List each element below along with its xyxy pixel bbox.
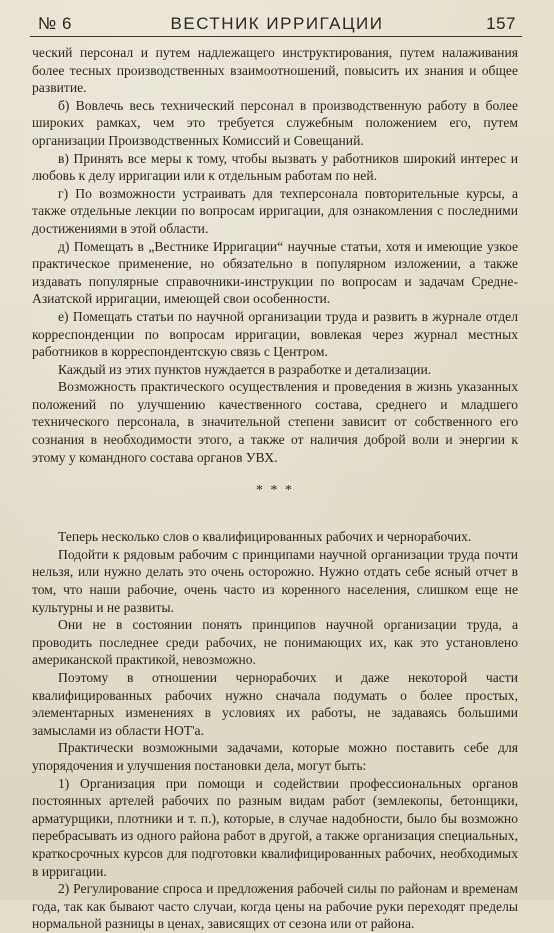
paragraph: 1) Организация при помощи и содействии профессиональных органов постоянных артелей рабочих по разным видам работ (землекопы, бетонщики, арматурщики, плотники и т. п.), которые, в случае надобности, было бы возможно перебрасывать из одного района работ в другой, а также организация специальных, краткосрочных курсов для подготовки квалифицированных рабочих, необходимых в ирригации. — [32, 775, 518, 879]
header-rule — [30, 36, 522, 37]
paragraph: Практически возможными задачами, которые можно поставить себе для упорядочения и улучшения постановки дела, могут быть: — [32, 740, 518, 773]
paragraph: б) Вовлечь весь технический персонал в производственную работу в более широких рамках, чем это требуется служебным положением его, путем организации Производственных Комиссий и Совещаний. — [32, 97, 518, 148]
running-header — [38, 10, 516, 36]
paragraph: Теперь несколько слов о квалифицированных рабочих и чернорабочих. — [58, 529, 472, 545]
issue-number: № 6 — [38, 14, 72, 33]
separator-asterisks: * * * — [256, 483, 294, 499]
paragraph: д) Помещать в „Вестнике Ирригации“ научные статьи, хотя и имеющие узкое практическое применение, но обязательно в популярном изложении, а также издавать популярные справочники-инструкции по вопросам и задачам Средне-Азиатской ирригации, имеющей свои особенности. — [32, 238, 518, 307]
section-separator — [32, 466, 518, 528]
paragraph: Каждый из этих пунктов нуждается в разработке и детализации. — [58, 361, 432, 377]
paragraph: г) По возможности устраивать для техперсонала повторительные курсы, а также отдельные лекции по вопросам ирригации, для ознакомления с последними достижениями в этой области. — [32, 185, 518, 236]
journal-title: ВЕСТНИК ИРРИГАЦИИ — [170, 14, 384, 33]
paragraph: в) Принять все меры к тому, чтобы вызвать у работников широкий интерес и любовь к делу ирригации или к отдельным работам по ней. — [32, 150, 518, 184]
paragraph: Подойти к рядовым рабочим с принципами научной организации труда почти нельзя, или нужно делать это очень осторожно. Нужно отдать себе ясный отчет в том, что наши рабочие, очень часто из коренного населения, слишком еще не культурны и не развиты. — [32, 546, 518, 615]
paragraph: е) Помещать статьи по научной организации труда и развить в журнале отдел корреспонденции по вопросам ирригации, вовлекая через журнал местных работников в корреспондентскую связь с Центром. — [32, 308, 518, 360]
paragraph: Возможность практического осуществления и проведения в жизнь указанных положений по улучшению качественного состава, среднего и младшего технического персонала, в значительной степени зависит от собственного его сознания в необходимости этого, а также от наличия доброй воли и энергии к этому у командного состава органов УВХ. — [32, 379, 518, 465]
paragraph: ческий персонал и путем надлежащего инструктирования, путем налаживания более тесных производственных взаимоотношений, повысить их знания и общее развитие. — [32, 45, 518, 96]
article-body — [32, 44, 518, 933]
paragraph: Они не в состоянии понять принципов научной организации труда, а проводить последнее среди рабочих, не понимающих их, как это установлено американской практикой, невозможно. — [32, 617, 518, 668]
paragraph: Поэтому в отношении чернорабочих и даже некоторой части квалифицированных рабочих нужно сначала подумать о более простых, элементарных изменениях в условиях их работы, не задаваясь большими замыслами из области НОТ'а. — [32, 670, 518, 738]
page-number: 157 — [486, 14, 516, 33]
paragraph: 2) Регулирование спроса и предложения рабочей силы по районам и временам года, так как бывают часто случаи, когда цены на рабочие руки переходят пределы нормальной разницы в ценах, зависящих от сезона или от района. — [32, 881, 518, 932]
